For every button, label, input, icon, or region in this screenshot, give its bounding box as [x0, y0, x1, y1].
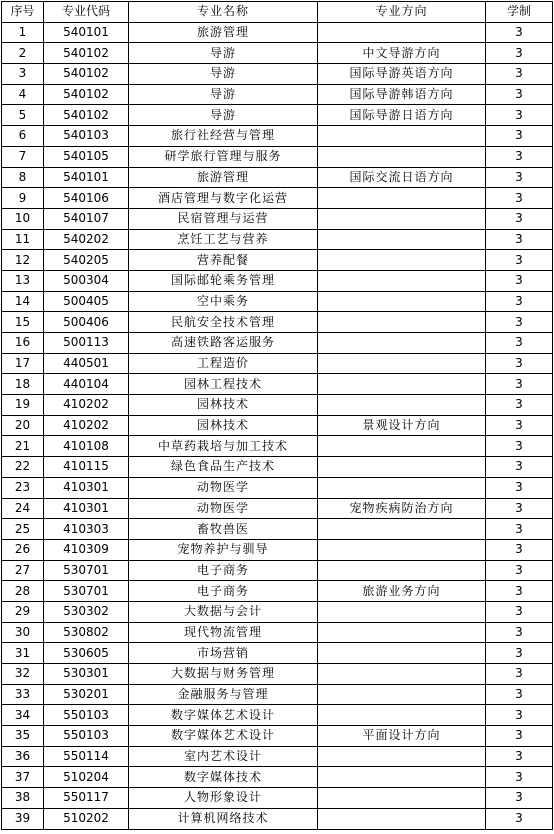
cell-code: 550114 — [44, 746, 129, 767]
cell-number: 32 — [2, 664, 44, 685]
table-row — [2, 188, 553, 209]
cell-code: 530302 — [44, 601, 129, 622]
cell-duration: 3 — [486, 291, 553, 312]
program-table — [1, 1, 553, 830]
cell-name: 旅行社经营与管理 — [129, 126, 318, 147]
cell-code: 410202 — [44, 395, 129, 416]
cell-name: 宠物养护与驯导 — [129, 539, 318, 560]
cell-number: 9 — [2, 188, 44, 209]
cell-name: 空中乘务 — [129, 291, 318, 312]
table-row — [2, 643, 553, 664]
cell-duration: 3 — [486, 581, 553, 602]
table-row — [2, 250, 553, 271]
cell-code: 540105 — [44, 146, 129, 167]
cell-duration: 3 — [486, 746, 553, 767]
cell-code: 540202 — [44, 229, 129, 250]
cell-duration: 3 — [486, 126, 553, 147]
cell-duration: 3 — [486, 333, 553, 354]
cell-number: 34 — [2, 705, 44, 726]
cell-duration: 3 — [486, 539, 553, 560]
cell-name: 导游 — [129, 64, 318, 85]
cell-name: 现代物流管理 — [129, 622, 318, 643]
header-name: 专业名称 — [129, 2, 318, 23]
cell-number: 39 — [2, 808, 44, 829]
table-row — [2, 581, 553, 602]
cell-code: 410108 — [44, 436, 129, 457]
table-row — [2, 560, 553, 581]
cell-duration: 3 — [486, 684, 553, 705]
cell-code: 500405 — [44, 291, 129, 312]
cell-number: 22 — [2, 457, 44, 478]
cell-direction — [318, 746, 486, 767]
cell-name: 人物形象设计 — [129, 788, 318, 809]
cell-direction: 国际导游日语方向 — [318, 105, 486, 126]
cell-code: 540102 — [44, 64, 129, 85]
cell-number: 29 — [2, 601, 44, 622]
cell-duration: 3 — [486, 767, 553, 788]
cell-direction — [318, 208, 486, 229]
table-row — [2, 291, 553, 312]
cell-direction: 中文导游方向 — [318, 43, 486, 64]
table-row — [2, 808, 553, 829]
cell-name: 旅游管理 — [129, 167, 318, 188]
table-row — [2, 167, 553, 188]
cell-direction: 国际导游韩语方向 — [318, 84, 486, 105]
cell-direction — [318, 374, 486, 395]
cell-number: 8 — [2, 167, 44, 188]
cell-duration: 3 — [486, 146, 553, 167]
table-row — [2, 519, 553, 540]
cell-direction — [318, 250, 486, 271]
cell-name: 研学旅行管理与服务 — [129, 146, 318, 167]
cell-name: 园林技术 — [129, 395, 318, 416]
cell-name: 绿色食品生产技术 — [129, 457, 318, 478]
cell-duration: 3 — [486, 498, 553, 519]
cell-name: 中草药栽培与加工技术 — [129, 436, 318, 457]
cell-code: 540102 — [44, 105, 129, 126]
cell-direction — [318, 664, 486, 685]
cell-name: 动物医学 — [129, 498, 318, 519]
cell-duration: 3 — [486, 105, 553, 126]
table-row — [2, 126, 553, 147]
table-row — [2, 146, 553, 167]
cell-duration: 3 — [486, 436, 553, 457]
cell-number: 21 — [2, 436, 44, 457]
table-row — [2, 539, 553, 560]
cell-direction — [318, 353, 486, 374]
cell-name: 大数据与会计 — [129, 601, 318, 622]
cell-code: 540107 — [44, 208, 129, 229]
cell-name: 数字媒体技术 — [129, 767, 318, 788]
cell-code: 410303 — [44, 519, 129, 540]
cell-name: 导游 — [129, 84, 318, 105]
cell-name: 动物医学 — [129, 477, 318, 498]
table-row — [2, 705, 553, 726]
cell-direction — [318, 395, 486, 416]
cell-direction — [318, 539, 486, 560]
cell-name: 数字媒体艺术设计 — [129, 726, 318, 747]
cell-number: 33 — [2, 684, 44, 705]
cell-duration: 3 — [486, 395, 553, 416]
table-row — [2, 684, 553, 705]
cell-number: 27 — [2, 560, 44, 581]
table-row — [2, 767, 553, 788]
cell-number: 38 — [2, 788, 44, 809]
cell-code: 410301 — [44, 498, 129, 519]
cell-number: 11 — [2, 229, 44, 250]
cell-name: 高速铁路客运服务 — [129, 333, 318, 354]
cell-number: 35 — [2, 726, 44, 747]
table-row — [2, 601, 553, 622]
cell-code: 530201 — [44, 684, 129, 705]
cell-number: 13 — [2, 270, 44, 291]
cell-name: 民宿管理与运营 — [129, 208, 318, 229]
cell-number: 23 — [2, 477, 44, 498]
cell-duration: 3 — [486, 208, 553, 229]
cell-direction — [318, 436, 486, 457]
cell-number: 24 — [2, 498, 44, 519]
cell-code: 540102 — [44, 43, 129, 64]
cell-direction — [318, 229, 486, 250]
table-row — [2, 64, 553, 85]
cell-name: 电子商务 — [129, 581, 318, 602]
cell-number: 28 — [2, 581, 44, 602]
cell-number: 26 — [2, 539, 44, 560]
cell-duration: 3 — [486, 519, 553, 540]
cell-duration: 3 — [486, 664, 553, 685]
cell-number: 3 — [2, 64, 44, 85]
cell-code: 540106 — [44, 188, 129, 209]
cell-direction — [318, 146, 486, 167]
table-row — [2, 415, 553, 436]
cell-code: 530701 — [44, 560, 129, 581]
table-row — [2, 788, 553, 809]
cell-duration: 3 — [486, 250, 553, 271]
cell-duration: 3 — [486, 229, 553, 250]
cell-number: 15 — [2, 312, 44, 333]
cell-direction: 国际交流日语方向 — [318, 167, 486, 188]
table-row — [2, 436, 553, 457]
cell-code: 540205 — [44, 250, 129, 271]
cell-direction — [318, 333, 486, 354]
table-row — [2, 622, 553, 643]
cell-duration: 3 — [486, 808, 553, 829]
cell-name: 计算机网络技术 — [129, 808, 318, 829]
cell-code: 510204 — [44, 767, 129, 788]
cell-code: 530301 — [44, 664, 129, 685]
cell-duration: 3 — [486, 312, 553, 333]
cell-code: 440104 — [44, 374, 129, 395]
table-row — [2, 353, 553, 374]
cell-code: 540102 — [44, 84, 129, 105]
cell-number: 14 — [2, 291, 44, 312]
cell-duration: 3 — [486, 643, 553, 664]
cell-name: 电子商务 — [129, 560, 318, 581]
table-row — [2, 105, 553, 126]
table-row — [2, 395, 553, 416]
cell-duration: 3 — [486, 84, 553, 105]
cell-name: 酒店管理与数字化运营 — [129, 188, 318, 209]
cell-code: 410202 — [44, 415, 129, 436]
cell-name: 大数据与财务管理 — [129, 664, 318, 685]
cell-duration: 3 — [486, 64, 553, 85]
table-row — [2, 457, 553, 478]
cell-duration: 3 — [486, 415, 553, 436]
table-row — [2, 374, 553, 395]
cell-number: 17 — [2, 353, 44, 374]
cell-number: 25 — [2, 519, 44, 540]
table-row — [2, 312, 553, 333]
table-row — [2, 746, 553, 767]
header-duration: 学制 — [486, 2, 553, 23]
cell-number: 1 — [2, 22, 44, 43]
cell-code: 530605 — [44, 643, 129, 664]
cell-code: 530802 — [44, 622, 129, 643]
cell-name: 园林工程技术 — [129, 374, 318, 395]
cell-duration: 3 — [486, 457, 553, 478]
table-row — [2, 477, 553, 498]
cell-direction — [318, 560, 486, 581]
cell-number: 7 — [2, 146, 44, 167]
cell-duration: 3 — [486, 622, 553, 643]
cell-duration: 3 — [486, 22, 553, 43]
cell-number: 31 — [2, 643, 44, 664]
cell-duration: 3 — [486, 353, 553, 374]
cell-direction — [318, 291, 486, 312]
table-row — [2, 726, 553, 747]
cell-name: 导游 — [129, 105, 318, 126]
cell-duration: 3 — [486, 477, 553, 498]
table-row — [2, 208, 553, 229]
cell-direction — [318, 477, 486, 498]
cell-duration: 3 — [486, 601, 553, 622]
cell-duration: 3 — [486, 43, 553, 64]
header-row — [2, 2, 553, 23]
header-direction: 专业方向 — [318, 2, 486, 23]
cell-name: 金融服务与管理 — [129, 684, 318, 705]
cell-direction — [318, 767, 486, 788]
cell-duration: 3 — [486, 374, 553, 395]
cell-direction — [318, 643, 486, 664]
header-number: 序号 — [2, 2, 44, 23]
cell-direction — [318, 684, 486, 705]
cell-number: 2 — [2, 43, 44, 64]
cell-code: 540101 — [44, 167, 129, 188]
cell-name: 旅游管理 — [129, 22, 318, 43]
table-row — [2, 43, 553, 64]
cell-direction — [318, 601, 486, 622]
cell-duration: 3 — [486, 560, 553, 581]
cell-number: 10 — [2, 208, 44, 229]
cell-direction: 宠物疾病防治方向 — [318, 498, 486, 519]
cell-name: 畜牧兽医 — [129, 519, 318, 540]
cell-duration: 3 — [486, 788, 553, 809]
cell-direction: 平面设计方向 — [318, 726, 486, 747]
cell-name: 数字媒体艺术设计 — [129, 705, 318, 726]
table-row — [2, 333, 553, 354]
cell-name: 市场营销 — [129, 643, 318, 664]
cell-name: 民航安全技术管理 — [129, 312, 318, 333]
cell-code: 410301 — [44, 477, 129, 498]
cell-direction — [318, 312, 486, 333]
cell-name: 园林技术 — [129, 415, 318, 436]
cell-direction — [318, 126, 486, 147]
cell-code: 410115 — [44, 457, 129, 478]
cell-number: 19 — [2, 395, 44, 416]
table-row — [2, 664, 553, 685]
table-row — [2, 229, 553, 250]
cell-code: 550103 — [44, 705, 129, 726]
cell-direction — [318, 519, 486, 540]
cell-direction — [318, 270, 486, 291]
cell-number: 20 — [2, 415, 44, 436]
cell-name: 烹饪工艺与营养 — [129, 229, 318, 250]
cell-direction — [318, 22, 486, 43]
cell-code: 540101 — [44, 22, 129, 43]
cell-name: 工程造价 — [129, 353, 318, 374]
cell-code: 440501 — [44, 353, 129, 374]
cell-name: 导游 — [129, 43, 318, 64]
cell-duration: 3 — [486, 167, 553, 188]
cell-number: 12 — [2, 250, 44, 271]
cell-duration: 3 — [486, 188, 553, 209]
cell-direction: 景观设计方向 — [318, 415, 486, 436]
cell-direction — [318, 808, 486, 829]
cell-number: 4 — [2, 84, 44, 105]
cell-name: 国际邮轮乘务管理 — [129, 270, 318, 291]
cell-code: 540103 — [44, 126, 129, 147]
table-body — [2, 22, 553, 829]
cell-code: 550103 — [44, 726, 129, 747]
cell-number: 5 — [2, 105, 44, 126]
cell-duration: 3 — [486, 270, 553, 291]
cell-code: 500113 — [44, 333, 129, 354]
table-row — [2, 22, 553, 43]
cell-direction — [318, 457, 486, 478]
cell-name: 营养配餐 — [129, 250, 318, 271]
cell-direction — [318, 705, 486, 726]
cell-direction: 旅游业务方向 — [318, 581, 486, 602]
cell-code: 500406 — [44, 312, 129, 333]
cell-code: 410309 — [44, 539, 129, 560]
table-row — [2, 498, 553, 519]
cell-duration: 3 — [486, 705, 553, 726]
cell-number: 6 — [2, 126, 44, 147]
cell-number: 18 — [2, 374, 44, 395]
cell-direction — [318, 788, 486, 809]
cell-direction: 国际导游英语方向 — [318, 64, 486, 85]
cell-code: 510202 — [44, 808, 129, 829]
cell-code: 500304 — [44, 270, 129, 291]
cell-code: 550117 — [44, 788, 129, 809]
cell-number: 36 — [2, 746, 44, 767]
cell-duration: 3 — [486, 726, 553, 747]
cell-number: 30 — [2, 622, 44, 643]
cell-direction — [318, 188, 486, 209]
cell-number: 16 — [2, 333, 44, 354]
table-row — [2, 84, 553, 105]
cell-direction — [318, 622, 486, 643]
table-row — [2, 270, 553, 291]
cell-number: 37 — [2, 767, 44, 788]
cell-name: 室内艺术设计 — [129, 746, 318, 767]
cell-code: 530701 — [44, 581, 129, 602]
header-code: 专业代码 — [44, 2, 129, 23]
